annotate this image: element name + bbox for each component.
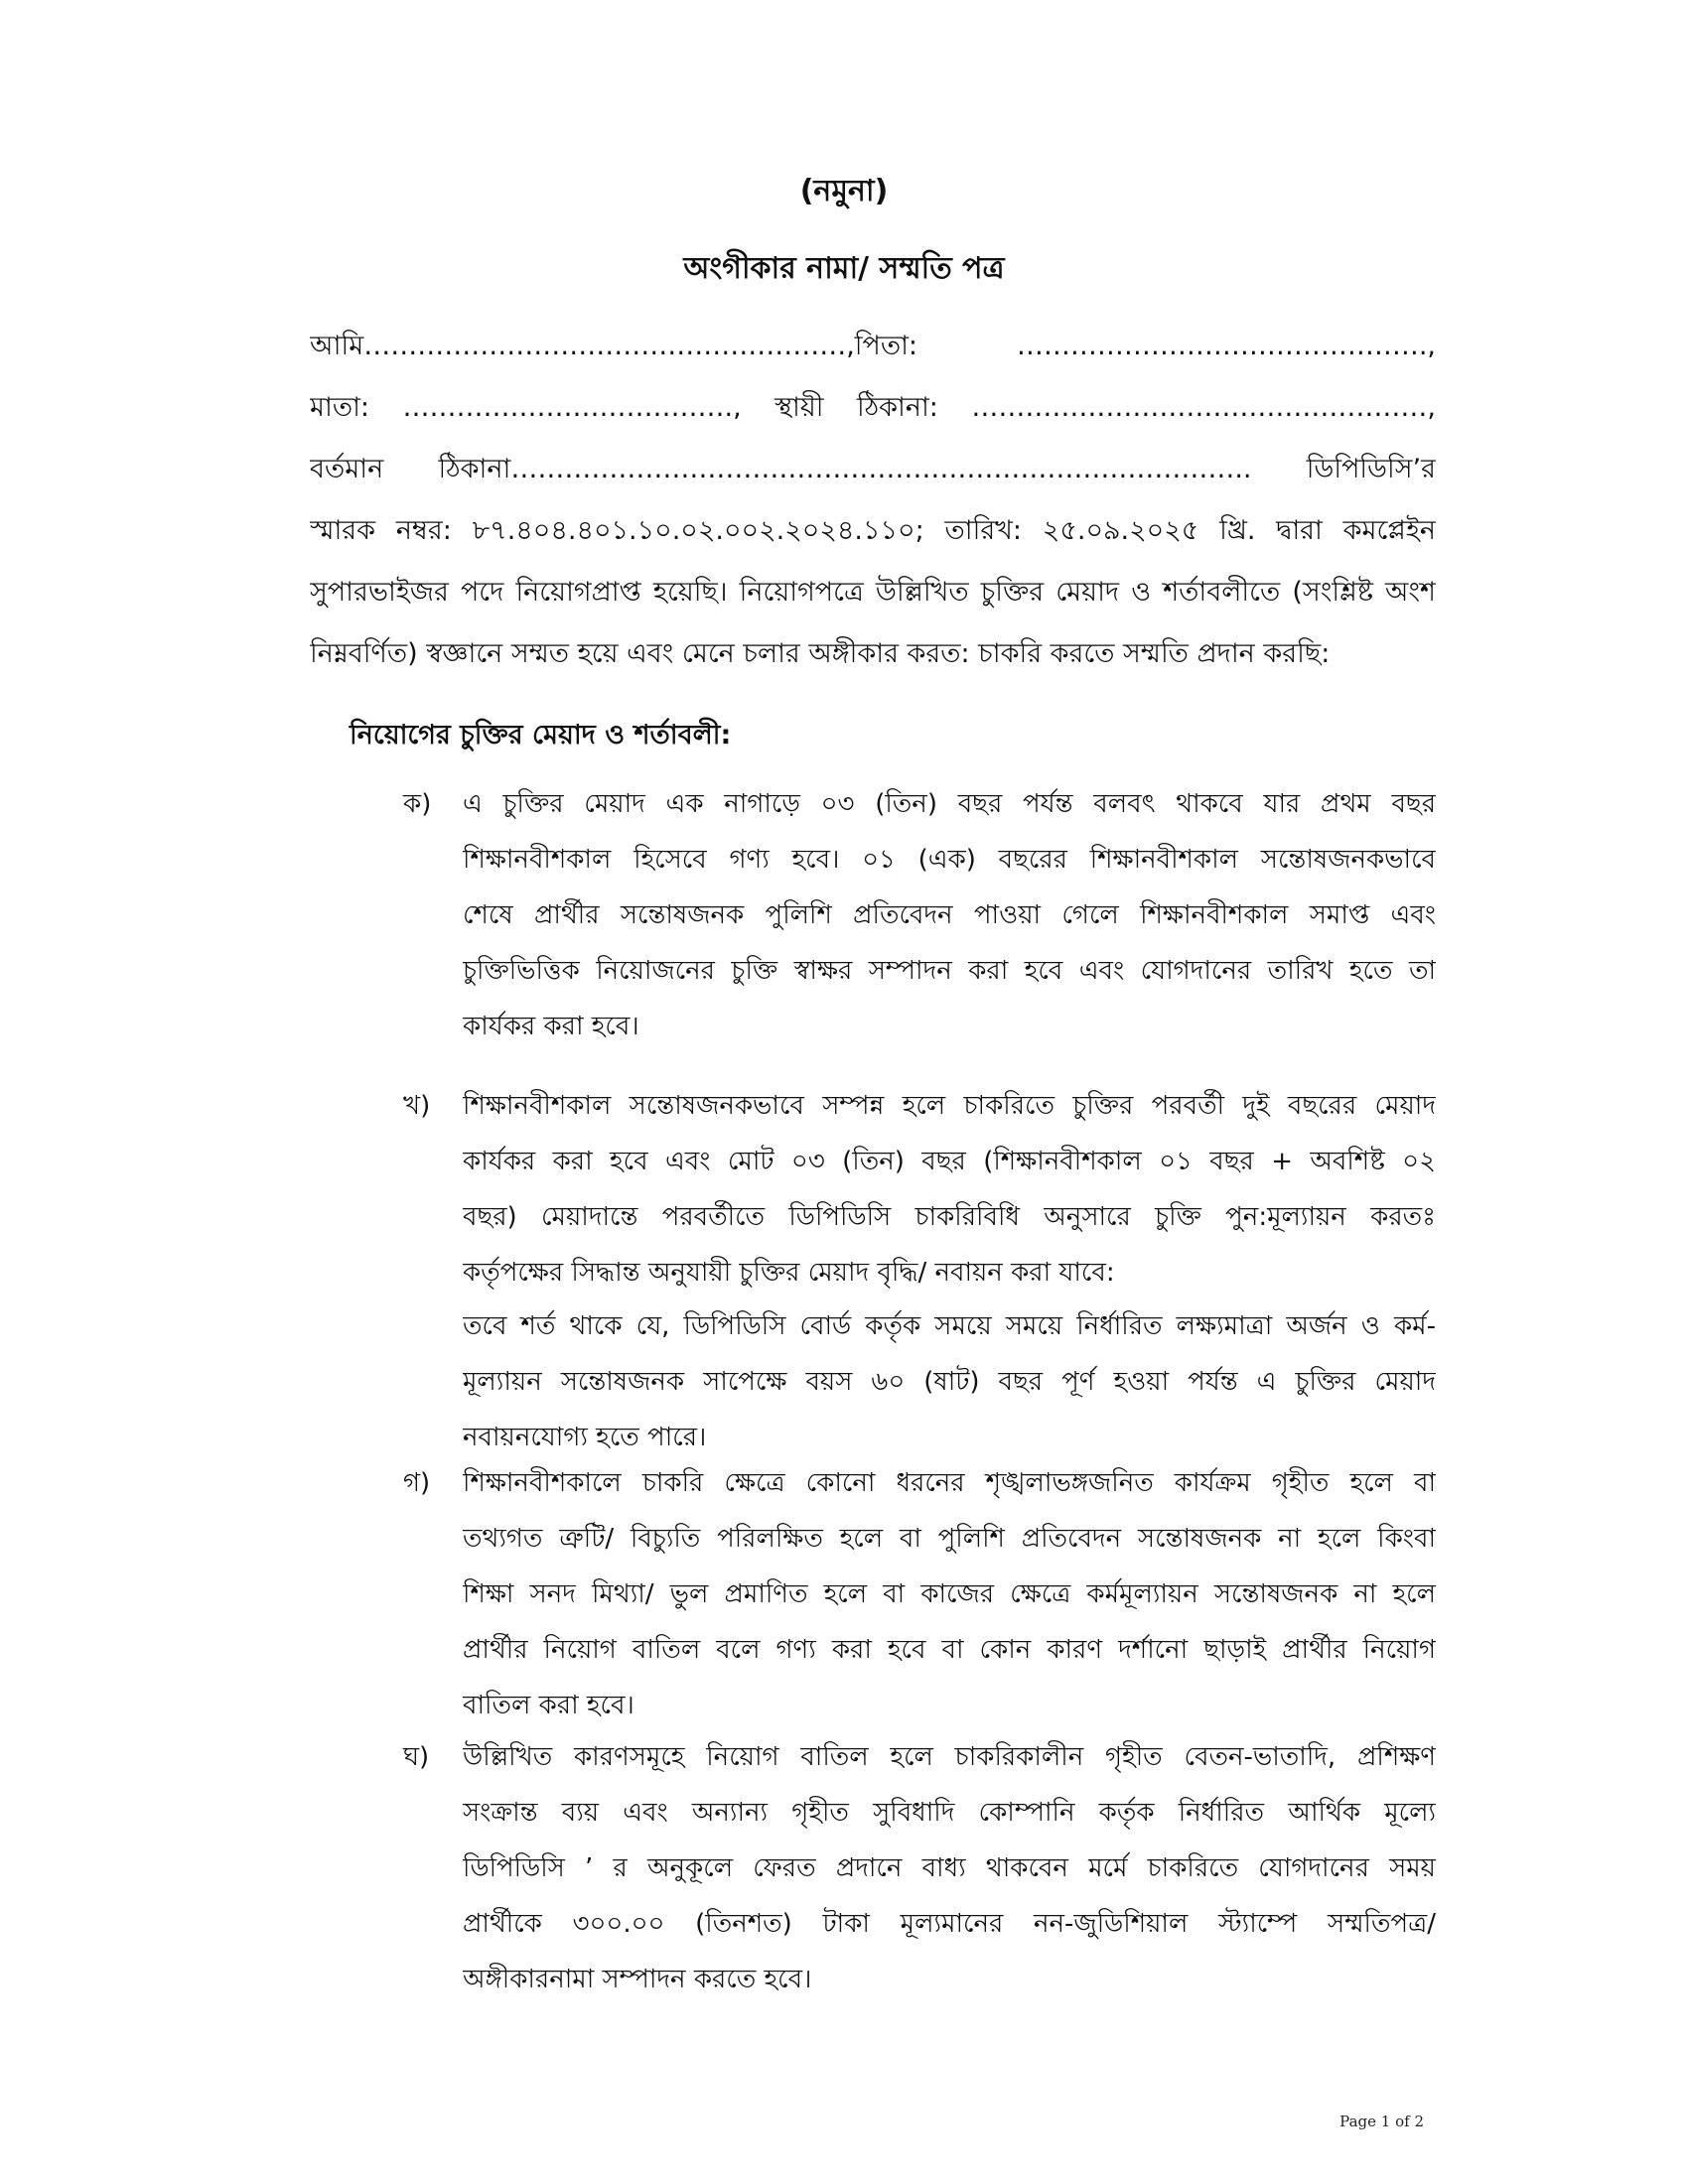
clause-line: বাতিল করা হবে। <box>463 1691 634 1720</box>
clause-kha <box>403 1078 1436 1300</box>
clause-line: প্রার্থীকে ৩০০.০০ (তিনশত) টাকা মূল্যমানের নন-জুডিশিয়াল স্ট্যাম্পে সম্মতিপত্র/ <box>463 1909 1436 1939</box>
terms-heading: নিয়োগের চুক্তির মেয়াদ ও শর্তাবলী: <box>350 720 732 751</box>
clause-line: কর্তৃপক্ষের সিদ্ধান্ত অনুযায়ী চুক্তির মেয়াদ বৃদ্ধি/ নবায়ন করা যাবে: <box>463 1258 1115 1288</box>
document-title: অংগীকার নামা/ সম্মতি পত্র <box>683 251 1005 286</box>
clause-line: কার্যকর করা হবে এবং মোট ০৩ (তিন) বছর (শিক্ষানবীশকাল ০১ বছর + অবশিষ্ট ০২ <box>463 1147 1436 1176</box>
clause-line: ডিপিডিসি ’ র অনুকূলে ফেরত প্রদানে বাধ্য থাকবেন মর্মে চাকরিতে যোগদানের সময় <box>463 1853 1436 1883</box>
sample-label: (নমুনা) <box>799 174 889 208</box>
clause-line: প্রার্থীর নিয়োগ বাতিল বলে গণ্য করা হবে বা কোন কারণ দর্শানো ছাড়াই প্রার্থীর নিয়োগ <box>463 1635 1436 1665</box>
clause-marker: গ) <box>403 1468 431 1498</box>
clause-gha <box>403 1729 1436 2007</box>
clause-line: চুক্তিভিত্তিক নিয়োজনের চুক্তি স্বাক্ষর সম্পাদন করা হবে এবং যোগদানের তারিখ হতে তা <box>463 956 1436 986</box>
clause-line: এ চুক্তির মেয়াদ এক নাগাড়ে ০৩ (তিন) বছর পর্যন্ত বলবৎ থাকবে যার প্রথম বছর <box>463 789 1436 819</box>
clause-ka <box>403 776 1436 1054</box>
clause-line: বছর) মেয়াদান্তে পরবর্তীতে ডিপিডিসি চাকরিবিধি অনুসারে চুক্তি পুন:মূল্যায়ন করতঃ <box>463 1202 1436 1232</box>
intro-paragraph <box>310 316 1436 685</box>
clause-line: সংক্রান্ত ব্যয় এবং অন্যান্য গৃহীত সুবিধাদি কোম্পানি কর্তৃক নির্ধারিত আর্থিক মূল্যে <box>463 1798 1436 1828</box>
intro-line: বর্তমান ঠিকানা……………………………………………………………………….. ডিপিডিসি’র <box>310 454 1436 484</box>
clause-line: তবে শর্ত থাকে যে, ডিপিডিসি বোর্ড কর্তৃক সময়ে সময়ে নির্ধারিত লক্ষ্যমাত্রা অর্জন ও কর্ম- <box>463 1311 1436 1341</box>
intro-line: স্মারক নম্বর: ৮৭.৪০৪.৪০১.১০.০২.০০২.২০২৪.১১০; তারিখ: ২৫.০৯.২০২৫ খ্রি. দ্বারা কমপ্লেইন <box>310 515 1436 546</box>
clause-line: শিক্ষানবীশকাল সন্তোষজনকভাবে সম্পন্ন হলে চাকরিতে চুক্তির পরবর্তী দুই বছরের মেয়াদ <box>463 1091 1436 1121</box>
proviso-paragraph <box>463 1298 1436 1465</box>
clause-line: শিক্ষা সনদ মিথ্যা/ ভুল প্রমাণিত হলে বা কাজের ক্ষেত্রে কর্মমূল্যায়ন সন্তোষজনক না হলে <box>463 1579 1436 1609</box>
clause-line: তথ্যগত ত্রুটি/ বিচ্যুতি পরিলক্ষিত হলে বা পুলিশি প্রতিবেদন সন্তোষজনক না হলে কিংবা <box>463 1524 1436 1554</box>
intro-line: আমি………………………………………………,পিতা: ………………………………………., <box>310 331 1436 361</box>
clause-marker: ঘ) <box>403 1742 430 1772</box>
clause-line: শেষে প্রার্থীর সন্তোষজনক পুলিশি প্রতিবেদন পাওয়া গেলে শিক্ষানবীশকাল সমাপ্ত এবং <box>463 900 1436 930</box>
clause-line: মূল্যায়ন সন্তোষজনক সাপেক্ষে বয়স ৬০ (ষাট) বছর পূর্ণ হওয়া পর্যন্ত এ চুক্তির মেয়াদ <box>463 1367 1436 1397</box>
clause-line: উল্লিখিত কারণসমূহে নিয়োগ বাতিল হলে চাকরিকালীন গৃহীত বেতন-ভাতাদি, প্রশিক্ষণ <box>463 1742 1436 1772</box>
clause-marker: ক) <box>403 789 432 819</box>
clause-ga <box>403 1455 1436 1733</box>
clause-line: কার্যকর করা হবে। <box>463 1012 639 1041</box>
page-number: Page 1 of 2 <box>1339 2113 1424 2130</box>
clause-marker: খ) <box>403 1091 431 1121</box>
clause-line: শিক্ষানবীশকাল হিসেবে গণ্য হবে। ০১ (এক) বছরের শিক্ষানবীশকাল সন্তোষজনকভাবে <box>463 845 1436 875</box>
clause-line: অঙ্গীকারনামা সম্পাদন করতে হবে। <box>463 1965 812 1994</box>
intro-line: মাতা: ………………………………., স্থায়ী ঠিকানা: ……………………………………………, <box>310 392 1436 423</box>
clause-line: শিক্ষানবীশকালে চাকরি ক্ষেত্রে কোনো ধরনের শৃঙ্খলাভঙ্গজনিত কার্যক্রম গৃহীত হলে বা <box>463 1468 1436 1498</box>
clause-line: নবায়নযোগ্য হতে পারে। <box>463 1423 707 1452</box>
intro-line: নিম্নবর্ণিত) স্বজ্ঞানে সম্মত হয়ে এবং মেনে চলার অঙ্গীকার করত: চাকরি করতে সম্মতি প্রদান করছি: <box>310 638 1331 669</box>
intro-line: সুপারভাইজর পদে নিয়োগপ্রাপ্ত হয়েছি। নিয়োগপত্রে উল্লিখিত চুক্তির মেয়াদ ও শর্তাবলীতে (সংশ্লিষ্ট অংশ <box>310 577 1436 608</box>
